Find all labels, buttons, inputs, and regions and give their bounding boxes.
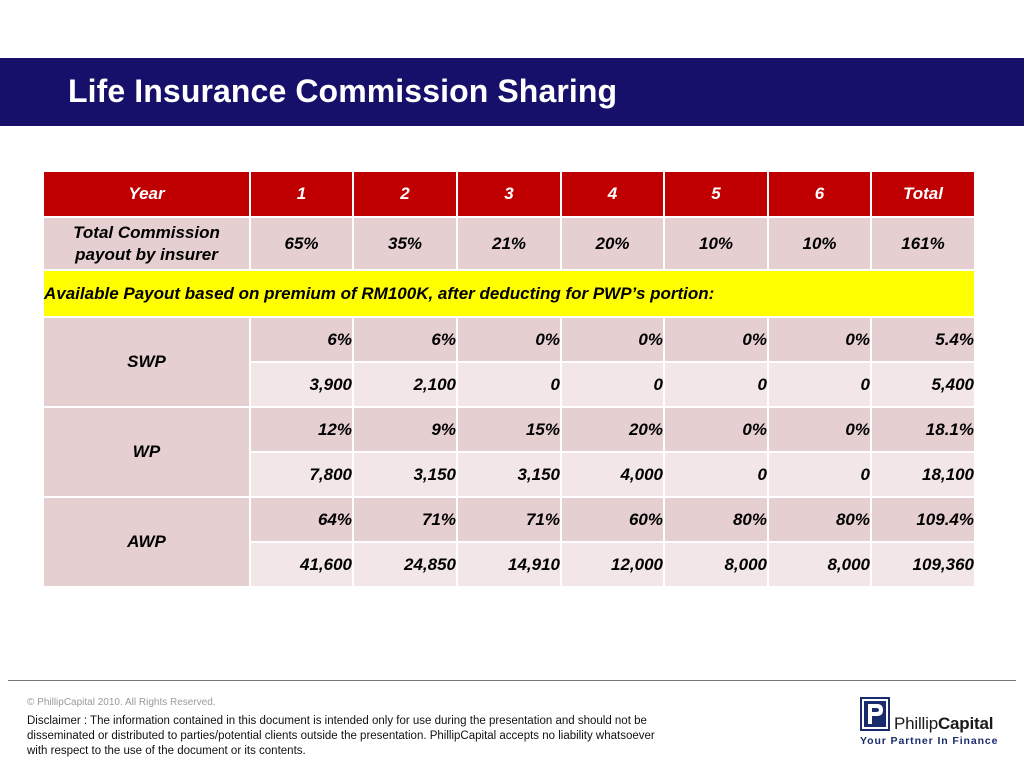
- disclaimer-text: Disclaimer : The information contained in this document is intended only for use during the presentation and should not be disseminated or distributed to parties/potential clients outside the presentation. PhillipCapital accepts no liability whatsoever with respect to the use of the document or its contents.: [27, 715, 655, 757]
- total-payout-label-line2: payout by insurer: [75, 244, 218, 264]
- table-cell: 0: [457, 362, 561, 407]
- table-cell: 64%: [250, 497, 353, 542]
- table-cell: 6%: [250, 317, 353, 362]
- table-cell: 0%: [664, 407, 768, 452]
- table-cell: 3,150: [353, 452, 457, 497]
- payout-cell: 161%: [871, 217, 975, 270]
- header-cell: 2: [353, 171, 457, 217]
- table-cell: 0%: [561, 317, 664, 362]
- table-cell: 41,600: [250, 542, 353, 587]
- table-cell: 0: [768, 362, 871, 407]
- header-row: [43, 171, 975, 217]
- available-payout-banner: Available Payout based on premium of RM100K, after deducting for PWP’s portion:: [43, 270, 975, 317]
- table-cell: 18.1%: [871, 407, 975, 452]
- table-cell: 5.4%: [871, 317, 975, 362]
- table-cell: 20%: [561, 407, 664, 452]
- table-cell: 71%: [353, 497, 457, 542]
- table-cell: 71%: [457, 497, 561, 542]
- payout-cell: 20%: [561, 217, 664, 270]
- total-payout-row: [43, 217, 975, 270]
- table-cell: 15%: [457, 407, 561, 452]
- payout-cell: 35%: [353, 217, 457, 270]
- header-cell: 3: [457, 171, 561, 217]
- table-cell: 109.4%: [871, 497, 975, 542]
- wp-percent-row: [43, 407, 975, 452]
- table-cell: 5,400: [871, 362, 975, 407]
- logo-name-part2: Capital: [937, 714, 994, 733]
- header-cell: 1: [250, 171, 353, 217]
- table-cell: 18,100: [871, 452, 975, 497]
- footer-divider: [8, 680, 1016, 681]
- table-cell: 3,150: [457, 452, 561, 497]
- table-cell: 0: [664, 362, 768, 407]
- title-bar: [0, 58, 1024, 126]
- payout-cell: 10%: [768, 217, 871, 270]
- table-cell: 12%: [250, 407, 353, 452]
- table-cell: 80%: [768, 497, 871, 542]
- table-cell: 0: [768, 452, 871, 497]
- table-cell: 14,910: [457, 542, 561, 587]
- table-cell: 6%: [353, 317, 457, 362]
- table-cell: 0: [664, 452, 768, 497]
- table-cell: 2,100: [353, 362, 457, 407]
- table-cell: 4,000: [561, 452, 664, 497]
- table-cell: 0%: [664, 317, 768, 362]
- header-cell: 4: [561, 171, 664, 217]
- awp-percent-row: [43, 497, 975, 542]
- banner-row: [43, 270, 975, 317]
- wp-label: WP: [43, 407, 250, 497]
- awp-label: AWP: [43, 497, 250, 587]
- table-cell: 0%: [768, 317, 871, 362]
- table-cell: 12,000: [561, 542, 664, 587]
- table-cell: 109,360: [871, 542, 975, 587]
- swp-percent-row: [43, 317, 975, 362]
- phillipcapital-logo: [858, 697, 1008, 747]
- page-title: Life Insurance Commission Sharing: [68, 73, 618, 109]
- table-cell: 8,000: [768, 542, 871, 587]
- phillipcapital-p-logo-icon: [860, 697, 890, 731]
- copyright-text: © PhillipCapital 2010. All Rights Reserved.: [27, 697, 216, 708]
- table-cell: 24,850: [353, 542, 457, 587]
- logo-name: [894, 714, 993, 734]
- logo-name-part1: Phillip: [894, 714, 938, 733]
- table-cell: 0%: [457, 317, 561, 362]
- header-cell: 6: [768, 171, 871, 217]
- swp-label: SWP: [43, 317, 250, 407]
- header-cell: Year: [43, 171, 250, 217]
- payout-cell: 10%: [664, 217, 768, 270]
- header-cell: Total: [871, 171, 975, 217]
- table-cell: 3,900: [250, 362, 353, 407]
- table-cell: 60%: [561, 497, 664, 542]
- total-payout-label: [43, 217, 250, 270]
- table-cell: 7,800: [250, 452, 353, 497]
- table-cell: 80%: [664, 497, 768, 542]
- payout-cell: 21%: [457, 217, 561, 270]
- table-cell: 0%: [768, 407, 871, 452]
- table-cell: 9%: [353, 407, 457, 452]
- commission-table: [42, 170, 976, 588]
- table-cell: 0: [561, 362, 664, 407]
- total-payout-label-line1: Total Commission: [73, 222, 220, 242]
- table-cell: 8,000: [664, 542, 768, 587]
- header-cell: 5: [664, 171, 768, 217]
- logo-tagline: Your Partner In Finance: [860, 735, 999, 747]
- payout-cell: 65%: [250, 217, 353, 270]
